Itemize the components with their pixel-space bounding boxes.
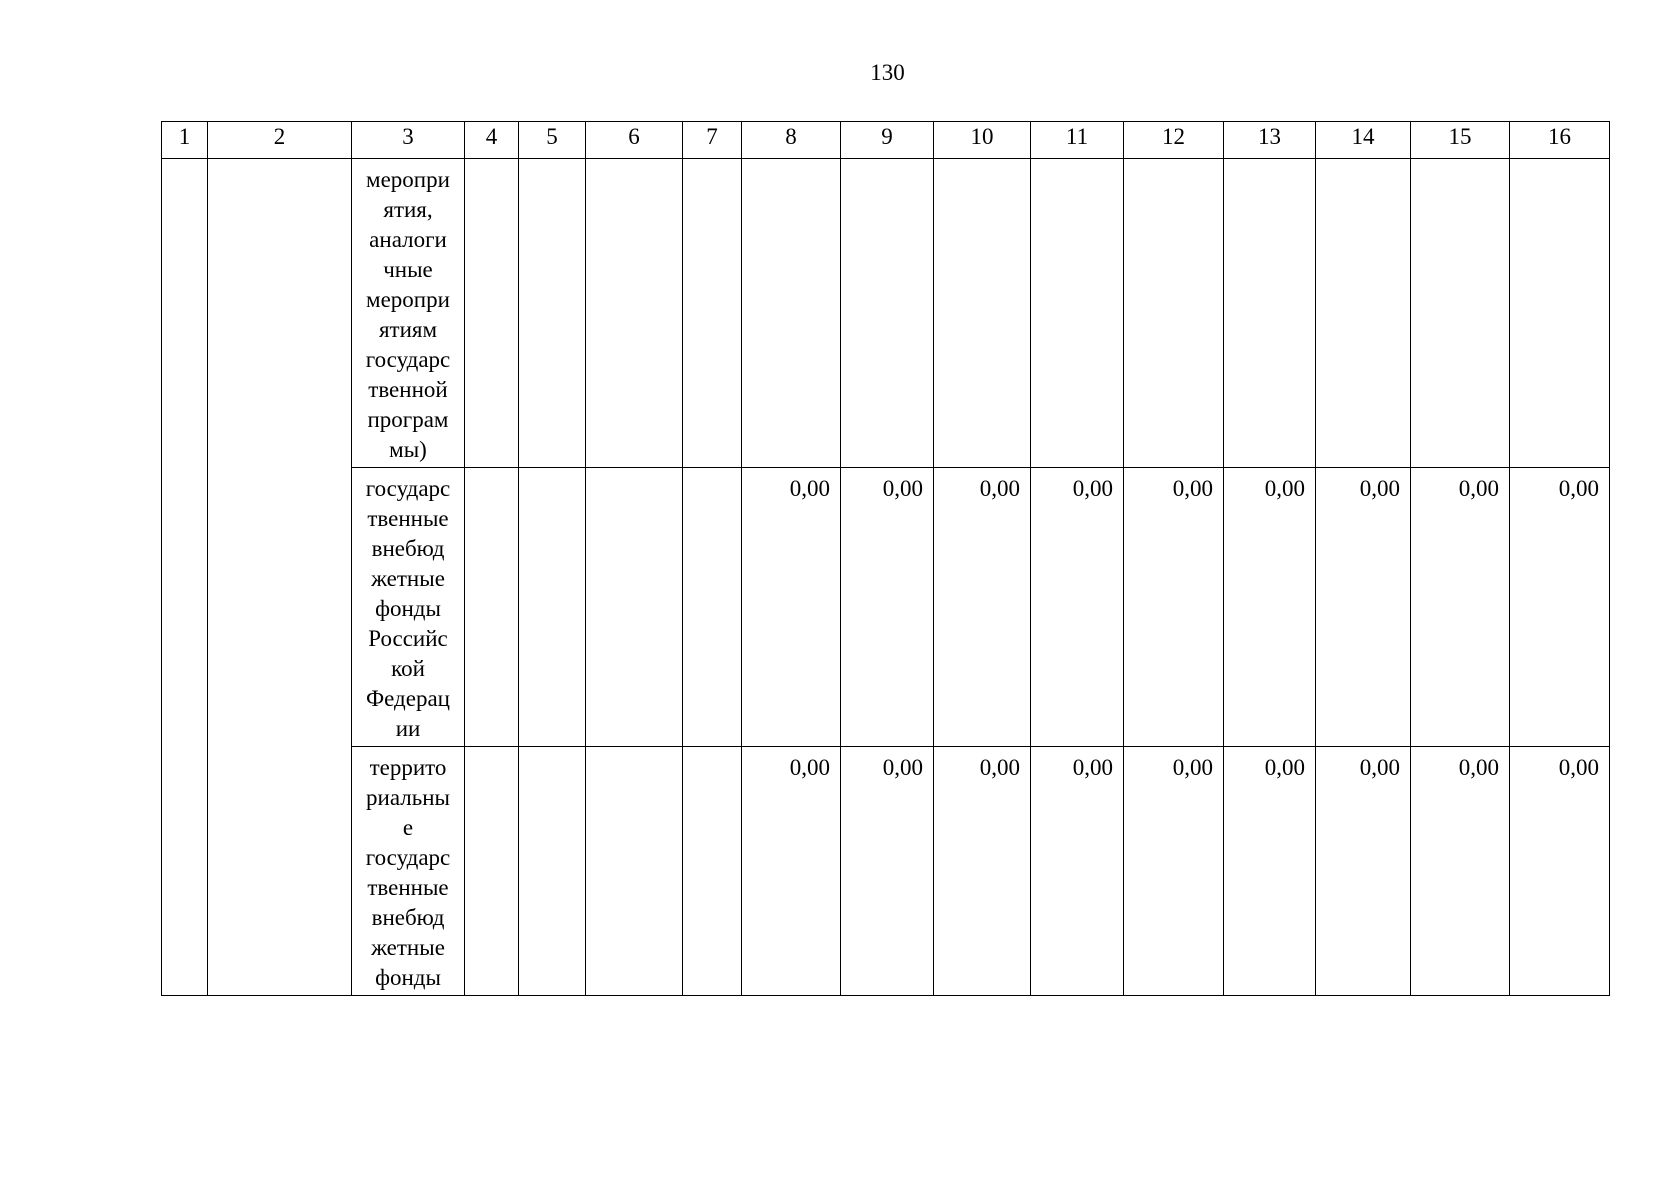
budget-table [161, 121, 1610, 996]
value-cell: 0,00 [742, 468, 841, 747]
header-cell: 7 [683, 122, 742, 159]
value-cell: 0,00 [1224, 747, 1316, 996]
table-row [162, 468, 1610, 747]
label-line: твенной [368, 377, 448, 402]
empty-cell [586, 747, 683, 996]
label-line: меропри [366, 167, 450, 192]
header-cell: 2 [208, 122, 352, 159]
value-cell [934, 159, 1031, 468]
header-cell: 9 [841, 122, 934, 159]
header-cell: 16 [1510, 122, 1610, 159]
empty-cell [465, 468, 519, 747]
value-cell: 0,00 [934, 747, 1031, 996]
value-cell: 0,00 [1510, 468, 1610, 747]
value-cell: 0,00 [742, 747, 841, 996]
empty-cell [519, 159, 586, 468]
header-row [162, 122, 1610, 159]
header-cell: 11 [1031, 122, 1124, 159]
label-line: меропри [366, 287, 450, 312]
empty-cell [586, 468, 683, 747]
empty-cell [519, 747, 586, 996]
value-cell: 0,00 [841, 468, 934, 747]
header-cell: 10 [934, 122, 1031, 159]
value-cell: 0,00 [1031, 468, 1124, 747]
label-line: ятия, [383, 197, 433, 222]
label-line: фонды [375, 596, 441, 621]
label-line: государс [365, 476, 451, 501]
table-row [162, 159, 1610, 468]
header-cell: 1 [162, 122, 208, 159]
header-cell: 3 [352, 122, 465, 159]
value-cell: 0,00 [1316, 468, 1411, 747]
col1-merged-cell [162, 159, 208, 996]
value-cell: 0,00 [1510, 747, 1610, 996]
value-cell: 0,00 [1411, 468, 1510, 747]
value-cell: 0,00 [1124, 468, 1224, 747]
table-row [162, 747, 1610, 996]
label-line: фонды [375, 965, 441, 990]
label-line: твенные [367, 506, 449, 531]
label-line: Российс [368, 626, 448, 651]
value-cell [1124, 159, 1224, 468]
empty-cell [519, 468, 586, 747]
value-cell: 0,00 [1124, 747, 1224, 996]
label-line: государс [365, 347, 451, 372]
value-cell [1510, 159, 1610, 468]
empty-cell [465, 747, 519, 996]
value-cell [1224, 159, 1316, 468]
value-cell [1411, 159, 1510, 468]
empty-cell [586, 159, 683, 468]
value-cell: 0,00 [1031, 747, 1124, 996]
label-line: мы) [389, 437, 427, 462]
value-cell: 0,00 [1224, 468, 1316, 747]
label-line: е [402, 815, 414, 840]
label-line: програм [367, 407, 449, 432]
value-cell: 0,00 [841, 747, 934, 996]
value-cell [1031, 159, 1124, 468]
header-cell: 4 [465, 122, 519, 159]
empty-cell [683, 468, 742, 747]
label-line: чные [383, 257, 433, 282]
value-cell [1316, 159, 1411, 468]
header-cell: 8 [742, 122, 841, 159]
label-line: террито [369, 755, 447, 780]
label-line: аналоги [369, 227, 447, 252]
value-cell: 0,00 [1411, 747, 1510, 996]
header-cell: 5 [519, 122, 586, 159]
row-label-cell [352, 159, 465, 468]
header-cell: 6 [586, 122, 683, 159]
value-cell [841, 159, 934, 468]
value-cell: 0,00 [1316, 747, 1411, 996]
row-label-cell [352, 747, 465, 996]
header-cell: 13 [1224, 122, 1316, 159]
label-line: ии [395, 716, 421, 741]
empty-cell [465, 159, 519, 468]
label-line: твенные [367, 875, 449, 900]
col2-merged-cell [208, 159, 352, 996]
header-cell: 14 [1316, 122, 1411, 159]
label-line: Федерац [365, 686, 450, 711]
label-line: внебюд [371, 536, 445, 561]
label-line: жетные [371, 935, 445, 960]
label-line: кой [391, 656, 425, 681]
value-cell: 0,00 [934, 468, 1031, 747]
label-line: риальны [366, 785, 450, 810]
label-line: внебюд [371, 905, 445, 930]
row-label-cell [352, 468, 465, 747]
header-cell: 15 [1411, 122, 1510, 159]
label-line: ятиям [378, 317, 438, 342]
value-cell [742, 159, 841, 468]
empty-cell [683, 747, 742, 996]
header-cell: 12 [1124, 122, 1224, 159]
label-line: жетные [371, 566, 445, 591]
empty-cell [683, 159, 742, 468]
page-number: 130 [870, 60, 905, 85]
label-line: государс [365, 845, 451, 870]
